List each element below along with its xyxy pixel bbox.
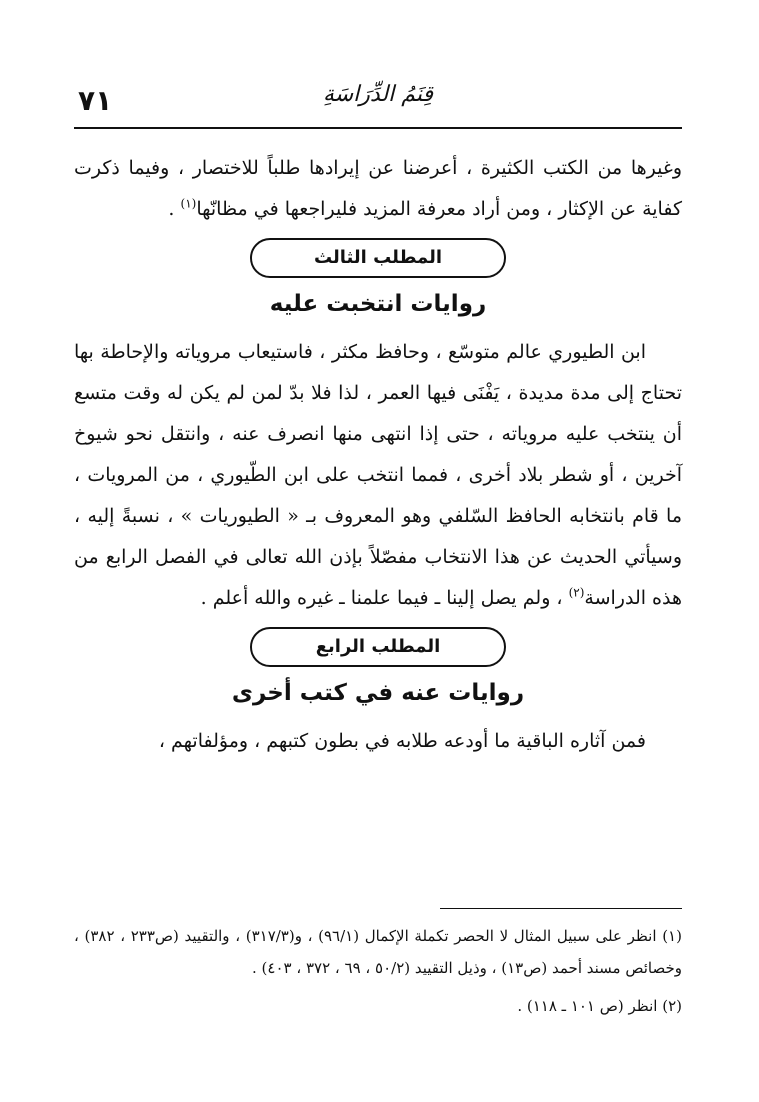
intro-line-1: وغيرها من الكتب الكثيرة ، أعرضنا عن إيرادها طلباً للاختصار ، وفيما [128, 157, 682, 179]
header-rule [74, 127, 682, 129]
main-text [74, 148, 682, 762]
footnote-1-text: انظر على سبيل المثال لا الحصر تكملة الإكمال (٩٦/١) ، و(٣١٧/٣) ، والتقييد (ص٢٣٣ ، ٣٨٢) ، وخصائص مسند أحمد (ص١٣) ، وذيل التقييد (٥٠/٢ ، ٦٩ ، ٣٧٢ ، ٤٠٣) . [74, 927, 682, 977]
footnote-ref-2: (٢) [568, 585, 585, 600]
footnotes [74, 920, 682, 1028]
section-4-box-heading: المطلب الرابع [250, 627, 506, 667]
intro-paragraph [74, 148, 682, 230]
section-3-text-part1: ابن الطيوري عالم متوسّع ، وحافظ مكثر ، فاستيعاب مروياته والإحاطة بها تحتاج إلى مدة مديدة ، يَفْنَى فيها العمر ، لذا فلا بدّ لمن لم يكن له وقت متسع أن ينتخب عليه مروياته ، حتى إذا انتهى منها انصرف عنه ، وانتقل نحو شيوخ آخرين ، أو شطر بلاد أخرى ، فمما انتخب على ابن الطّيوري ، من المرويات ، ما قام بانتخابه الحافظ السّلفي وهو المعروف بـ « الطيوريات » ، نسبةً إليه ، وسيأتي الحديث عن هذا الانتخاب مفصّلاً بإذن الله تعالى في الفصل الرابع من هذه الدراسة [74, 341, 682, 609]
footnote-separator [440, 908, 682, 909]
section-4-title: روايات عنه في كتب أخرى [231, 680, 525, 706]
section-3-paragraph [74, 332, 682, 619]
section-3-box-heading: المطلب الثالث [250, 238, 506, 278]
intro-line-2-end: . [168, 198, 181, 220]
intro-line-2: ذكرت كفاية عن الإكثار ، ومن أراد معرفة المزيد فليراجعها في مظانّها [74, 157, 682, 220]
footnote-2-text: انظر (ص ١٠١ ـ ١١٨) . [517, 997, 658, 1015]
footnote-2 [74, 990, 682, 1022]
section-4-paragraph: فمن آثاره الباقية ما أودعه طلابه في بطون كتبهم ، ومؤلفاتهم ، [158, 730, 646, 752]
footnote-1-number: (١) [662, 927, 682, 945]
footnote-1 [74, 920, 682, 984]
page-header [74, 82, 682, 132]
footnote-2-number: (٢) [662, 997, 682, 1015]
page-number: ٧١ [78, 84, 113, 117]
section-3-title: روايات انتخبت عليه [269, 291, 487, 317]
running-title: قِنَمُ الدِّرَاسَةِ [322, 82, 434, 107]
section-3-text-part2: ، ولم يصل إلينا ـ فيما علمنا ـ غيره والله أعلم . [200, 587, 569, 609]
footnote-ref-1: (١) [180, 196, 197, 211]
